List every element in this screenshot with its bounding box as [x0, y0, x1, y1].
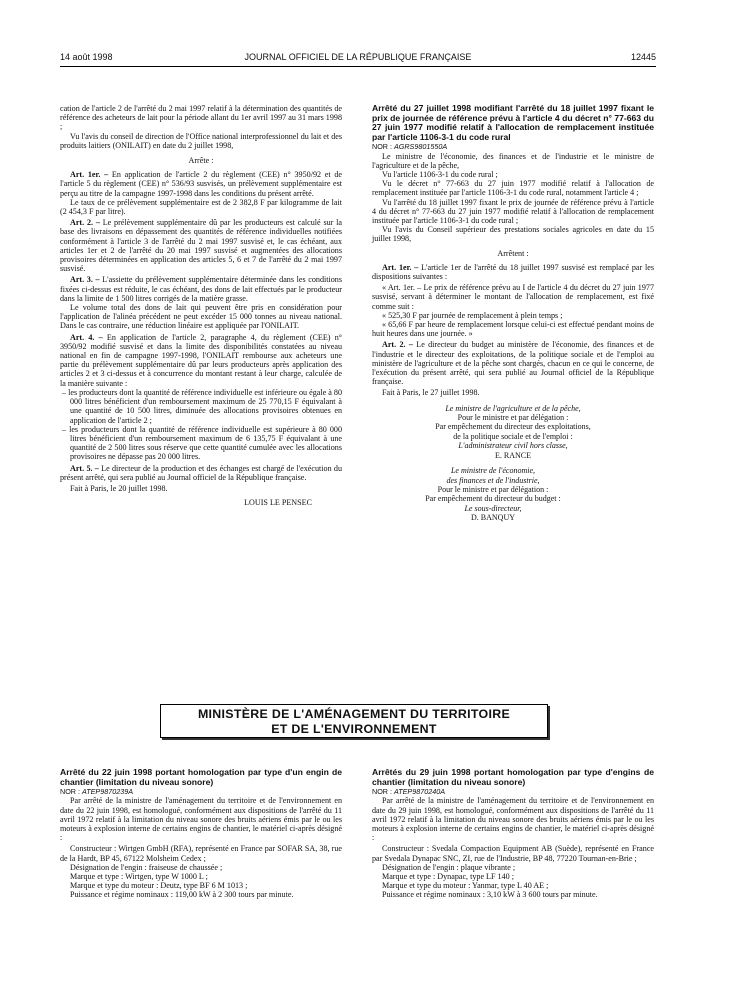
signature: LOUIS LE PENSEC: [244, 498, 312, 508]
ministry-heading-box: [160, 704, 548, 738]
fait-a-paris: Fait à Paris, le 20 juillet 1998.: [70, 483, 168, 493]
article-4: Art. 4. – En application de l'article 2, paragraphe 4, du règlement (CEE) n° 3950/92 modifié susvisé et dans la limite des disponibilités constatées au niveau national en fin de campagne 1997-1998, l'ONILAIT rembourse aux acheteurs une partie du prélèvement supplémentaire dû par leurs producteurs après application des articles 2 et 3 ci-dessus et à concurrence du montant restant à leur charge, calculée de la manière suivante :: [60, 332, 342, 388]
signature-block-economie: Le ministre de l'économie, des finances et de l'industrie, Pour le ministre et par délégation : Par empêchement du directeur du budget : Le sous-directeur, D. BANQUY: [425, 466, 561, 523]
ministry-heading-line: ET DE L'ENVIRONNEMENT: [271, 722, 437, 736]
list-item: – les producteurs dont la quantité de référence individuelle est supérieure à 80 000 litres bénéficient d'un remboursement maximum de 6 135,75 F équivalant à une quantité de 2 500 litres sous réserve que cette quantité cumulée avec les allocations provisoires ne dépasse pas 20 000 litres.: [62, 424, 342, 462]
decree-title: Arrêté du 22 juin 1998 portant homologation par type d'un engin de chantier (limitation du niveau sonore): [60, 767, 342, 787]
header-journal-title: JOURNAL OFFICIEL DE LA RÉPUBLIQUE FRANÇAISE: [244, 52, 472, 62]
decree-title: Arrêtés du 29 juin 1998 portant homologation par type d'engins de chantier (limitation du niveau sonore): [372, 767, 654, 787]
header-rule: [60, 66, 656, 67]
paragraph: Par arrêté de la ministre de l'aménagement du territoire et de l'environnement en date du 29 juin 1998, est homologué, conformément aux dispositions de l'arrêté du 11 avril 1972 relatif à la limitation du niveau sonore des bruits aériens émis par le ou les moteurs à explosion interne de certains engins de chantier, le matériel ci-après désigné :: [372, 796, 654, 843]
article-label: Art. 4. –: [70, 332, 103, 342]
article-3: Art. 3. – L'assiette du prélèvement supplémentaire déterminée dans les conditions fixées ci-dessus est réduite, le cas échéant, des dons de lait effectués par le producteur dans la limite de 1 500 litres corrigés de la matière grasse.: [60, 275, 342, 303]
article-1: Art. 1er. – En application de l'article 2 du règlement (CEE) n° 3950/92 et de l'article 5 du règlement (CEE) n° 536/93 susvisés, un prélèvement supplémentaire est perçu au titre de la campagne 1997-1998 dans les conditions du présent arrêté.: [60, 170, 342, 198]
quote: « Art. 1er. – Le prix de référence prévu au I de l'article 4 du décret du 27 juin 1977 susvisé, servant à déterminer le montant de l'allocation de remplacement, est fixé comme suit :: [372, 283, 654, 311]
signature-block-agriculture: Le ministre de l'agriculture et de la pêche, Pour le ministre et par délégation : Par empêchement du directeur des exploitations, de la politique sociale et de l'emploi : L'administrateur civil hors classe, E. RANCE: [435, 403, 591, 460]
paragraph: Marque et type : Dynapac, type LF 140 ;: [382, 872, 514, 882]
paragraph: Le ministre de l'économie, des finances et de l'industrie et le ministre de l'agriculture et de la pêche,: [372, 151, 654, 170]
paragraph: Désignation de l'engin : fraiseuse de chaussée ;: [70, 862, 223, 872]
arrete-heading: Arrête :: [188, 156, 214, 166]
header-date: 14 août 1998: [60, 52, 113, 62]
article-1: Art. 1er. – L'article 1er de l'arrêté du 18 juillet 1997 susvisé est remplacé par les dispositions suivantes :: [372, 262, 654, 282]
article-label: Art. 3. –: [70, 275, 100, 285]
paragraph: Vu l'avis du conseil de direction de l'Office national interprofessionnel du lait et des produits laitiers (ONILAIT) en date du 2 juillet 1998,: [60, 131, 342, 150]
decree-lait-column: [60, 104, 342, 507]
nor-reference: NOR : ATEP9870240A: [372, 787, 445, 797]
article-label: Art. 5. –: [70, 463, 99, 473]
ministry-heading-line: MINISTÈRE DE L'AMÉNAGEMENT DU TERRITOIRE: [197, 707, 511, 721]
paragraph: Marque et type du moteur : Yanmar, type L 40 AE ;: [382, 881, 549, 891]
paragraph: Puissance et régime nominaux : 119,00 kW à 2 300 tours par minute.: [70, 890, 294, 900]
paragraph: Vu l'arrêté du 18 juillet 1997 fixant le prix de journée de référence prévu à l'article 4 du décret n° 77-663 du 27 juin 1977 modifié relatif à l'allocation de remplacement instituée par l'article 1106-3-1 du code rural ;: [372, 197, 654, 225]
article-5: Art. 5. – Le directeur de la production et des échanges est chargé de l'exécution du présent arrêté, qui sera publié au Journal officiel de la République française.: [60, 463, 342, 482]
fait-a-paris: Fait à Paris, le 27 juillet 1998.: [382, 388, 480, 398]
quote: « 65,66 F par heure de remplacement lorsque celui-ci est effectué pendant moins de huit heures dans une journée. »: [372, 320, 654, 339]
paragraph: Constructeur : Wirtgen GmbH (RFA), représenté en France par SOFAR SA, 38, rue de la Hardt, BP 45, 67122 Molsheim Cedex ;: [60, 844, 342, 863]
article-label: Art. 1er. –: [382, 262, 419, 272]
paragraph: Constructeur : Svedala Compaction Equipment AB (Suède), représenté en France par Svedala Dynapac SNC, ZI, rue de l'Industrie, BP 48, 77220 Tournan-en-Brie ;: [372, 844, 654, 863]
decree-allocation-column: [372, 104, 654, 523]
list-item: – les producteurs dont la quantité de référence individuelle est inférieure ou égale à 80 000 litres bénéficient d'un remboursement maximum de 25 770,15 F équivalant à une quantité de 10 500 litres, diminuée des allocations provisoires obtenues en application de l'article 2 ;: [62, 387, 342, 425]
paragraph: Par arrêté de la ministre de l'aménagement du territoire et de l'environnement en date du 22 juin 1998, est homologué, conformément aux dispositions de l'arrêté du 11 avril 1972 relatif à la limitation du niveau sonore des bruits aériens émis par le ou les moteurs à explosion interne de certains engins de chantier, le matériel ci-après désigné :: [60, 796, 342, 843]
decree-homologation-wirtgen: [60, 768, 342, 900]
paragraph: Le taux de ce prélèvement supplémentaire est de 2 382,8 F par kilogramme de lait (2 454,3 F par litre).: [60, 197, 342, 217]
decree-title: Arrêté du 27 juillet 1998 modifiant l'arrêté du 18 juillet 1997 fixant le prix de journée de référence prévu à l'article 4 du décret n° 77-663 du 27 juin 1977 modifié relatif à l'allocation de remplacement instituée par l'article 1106-3-1 du code rural: [372, 103, 654, 142]
article-2: Art. 2. – Le prélèvement supplémentaire dû par les producteurs est calculé sur la base des livraisons en dépassement des quantités de référence individuelles notifiées conformément à l'article 3 de l'arrêté du 2 mai 1997 susvisé et, le cas échéant, aux articles 1er et 2 de l'arrêté du 20 mai 1997 susvisé et augmentées des allocations provisoires déterminées en application des articles 5, 6 et 7 de l'arrêté du 2 mai 1997 susvisé.: [60, 218, 342, 274]
article-label: Art. 2. –: [70, 218, 100, 228]
paragraph: Désignation de l'engin : plaque vibrante ;: [382, 862, 516, 872]
article-2: Art. 2. – Le directeur du budget au ministère de l'économie, des finances et de l'industrie et le directeur des exploitations, de la politique sociale et de l'emploi au ministère de l'agriculture et de la pêche sont chargés, chacun en ce qui le concerne, de l'exécution du présent arrêté, qui sera publié au Journal officiel de la République française.: [372, 340, 655, 387]
paragraph: Vu le décret n° 77-663 du 27 juin 1977 modifié relatif à l'allocation de remplacement instituée par l'article 1106-3-1 du code rural, notamment l'article 4 ;: [372, 179, 654, 198]
paragraph: Vu l'avis du Conseil supérieur des prestations sociales agricoles en date du 15 juillet 1998,: [372, 225, 654, 244]
paragraph: Le volume total des dons de lait qui peuvent être pris en considération pour l'application de l'alinéa précédent ne peut excéder 15 000 tonnes au niveau national. Dans le cas contraire, une réduction linéaire est appliquée par l'ONILAIT.: [60, 303, 342, 331]
article-label: Art. 2. –: [382, 340, 413, 350]
paragraph: cation de l'article 2 de l'arrêté du 2 mai 1997 relatif à la détermination des quantités de référence des acheteurs de lait pour la période allant du 1er avril 1997 au 31 mars 1998 ;: [60, 104, 342, 132]
decree-homologation-svedala: [372, 768, 654, 900]
paragraph: Marque et type : Wirtgen, type W 1000 L ;: [70, 872, 208, 882]
nor-reference: NOR : AGRS9801550A: [372, 142, 448, 152]
page-header: [60, 52, 656, 66]
paragraph: Marque et type du moteur : Deutz, type BF 6 M 1013 ;: [70, 881, 248, 891]
header-page-number: 12445: [630, 52, 656, 62]
article-label: Art. 1er. –: [70, 170, 109, 180]
paragraph: Puissance et régime nominaux : 3,10 kW à 3 600 tours par minute.: [382, 890, 598, 900]
quote: « 525,30 F par journée de remplacement à plein temps ;: [382, 310, 563, 320]
arretent-heading: Arrêtent :: [497, 248, 529, 258]
nor-reference: NOR : ATEP9870239A: [60, 787, 133, 797]
paragraph: Vu l'article 1106-3-1 du code rural ;: [382, 169, 498, 179]
